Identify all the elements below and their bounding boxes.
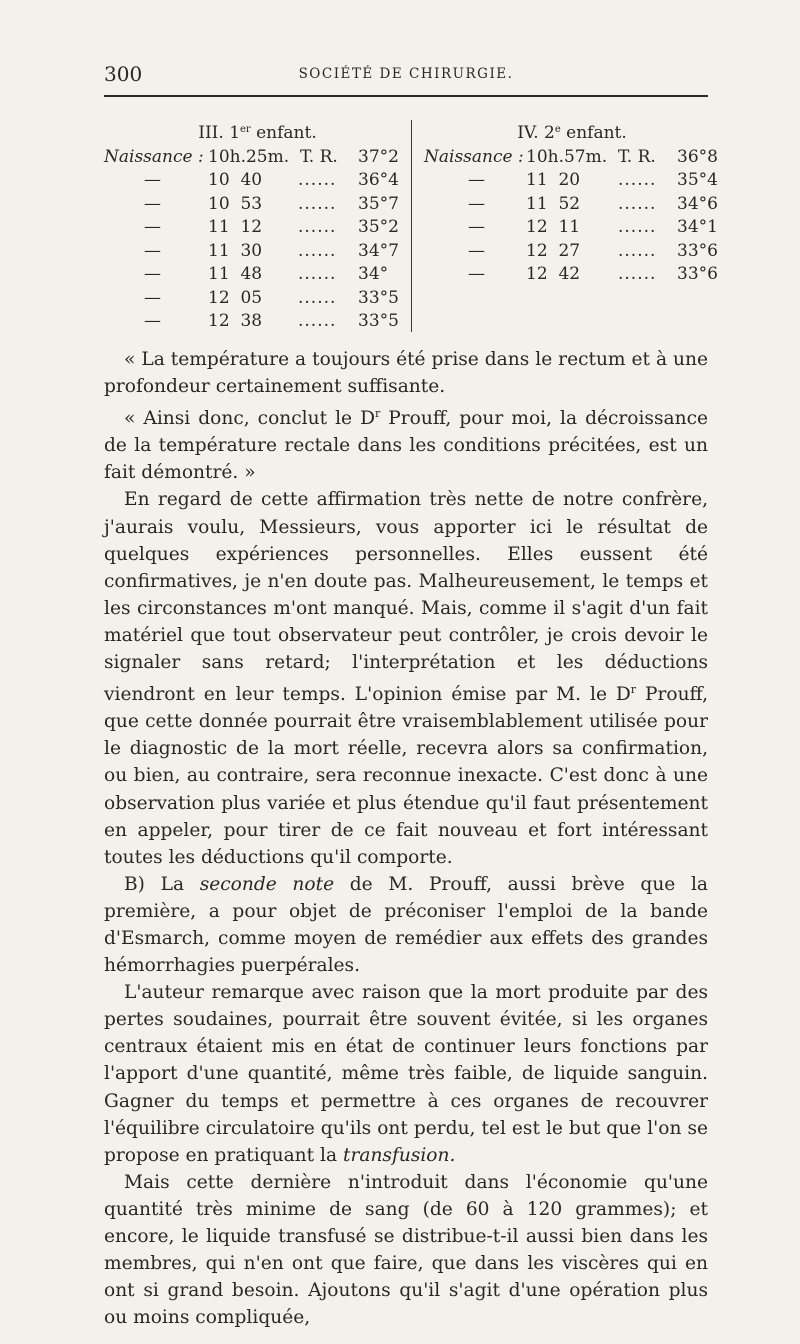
table-row [422,146,718,170]
ditto-dash: — [468,193,485,214]
temperature-value: 34°6 [677,193,718,214]
paragraph: En regard de cette affirmation très nette de notre confrère, j'aurais voulu, Messieurs, vous apporter ici le résultat de quelques expériences personnelles. Elles eussent été confirmatives, je n'en doute pas. Malheureusement, le temps et les circonstances m'ont manqué. Mais, comme il s'agit d'un fait matériel que tout observateur peut contrôler, je crois devoir le signaler sans retard; l'interprétation et les déductions viendront en leur temps. L'opinion émise par M. le $D^r$ Prouff, que cette donnée pourrait être vraisemblablement utilisée pour le diagnostic de la mort réelle, recevra alors sa confirmation, ou bien, au contraire, sera reconnue inexacte. C'est donc à une observation plus variée et plus étendue qu'il faut présentement en appeler, pour tirer de ce fait nouveau et fort intéressant toutes les déductions qu'il comporte. [104,489,709,868]
time-value: 10 40 [208,170,263,190]
table-row [100,146,405,170]
paragraph: B) La seconde note de M. Prouff, aussi brève que la première, a pour objet de préconiser l'emploi de la bande d'Esmarch, comme moyen de remédier aux effets des grandes hémorrhagies puerpérales. [104,873,709,977]
time-value: 11 12 [208,217,263,237]
paragraph: L'auteur remarque avec raison que la mort produite par des pertes soudaines, pourrait être souvent évitée, si les organes centraux étaient mis en état de continuer leurs fonctions par l'apport d'une quantité, même très faible, de liquide sanguin. Gagner du temps et permettre à ces organes de recouvrer l'équilibre circulatoire qu'ils ont perdu, tel est le but que l'on se propose en pratiquant la transfusion. [104,982,708,1166]
temperature-value: 34°7 [358,240,399,261]
table-row [100,263,405,287]
temperature-value: 33°6 [677,264,718,284]
leader-dots: ...... [298,170,337,190]
ditto-dash: — [144,287,161,308]
table-row [100,216,405,240]
page-number: 300 [104,62,143,86]
temperature-value: 35°4 [677,170,718,190]
leader-dots: ...... [618,240,657,261]
running-title: SOCIÉTÉ DE CHIRURGIE. [298,66,514,82]
temperature-value: 33°6 [677,240,718,261]
table-row [100,287,405,311]
tr-label: T. R. [617,146,656,167]
table-title: IV. 2e enfant. [517,123,627,143]
table-row [422,193,718,217]
ditto-dash: — [468,264,485,284]
time-value: 12 38 [208,311,263,331]
leader-dots: ...... [618,217,657,237]
leader-dots: ...... [298,240,337,261]
table-row [422,169,718,193]
leader-dots: ...... [298,193,337,214]
ditto-dash: — [144,170,161,190]
table-row [100,193,405,217]
time-value: 12 27 [526,240,581,261]
time-value: 11 48 [208,264,263,284]
temperature-value: 34°1 [677,217,718,237]
time-value: 10 53 [208,193,263,214]
temperature-value: 33°5 [358,311,399,331]
column-divider [411,120,412,332]
leader-dots: ...... [298,217,337,237]
leader-dots: ...... [618,193,657,214]
leader-dots: ...... [298,311,337,331]
tr-label: T. R. [299,146,338,167]
leader-dots: ...... [298,287,337,308]
temperature-value: 37°2 [358,146,399,167]
ditto-dash: — [468,170,485,190]
table-row [422,263,718,287]
table-row [100,169,405,193]
ditto-dash: — [144,240,161,261]
ditto-dash: — [144,217,161,237]
temperature-value: 35°7 [358,193,399,214]
body-text [104,346,708,1331]
page-header [104,62,708,92]
time-value: 11 30 [208,240,263,261]
paragraph: « La température a toujours été prise dans le rectum et à une profondeur certainement suffisante. [104,349,708,398]
temperature-value: 33°5 [358,287,399,308]
birth-time: 10h.57m. [526,146,608,167]
ditto-dash: — [468,240,485,261]
table-row [422,216,718,240]
time-value: 12 11 [526,217,581,237]
paragraph: « Ainsi donc, conclut le $D^r$ Prouff, pour moi, la décroissance de la température rectale dans les conditions précitées, est un fait démontré. » [104,407,708,484]
table-title: III. 1er enfant. [198,123,317,143]
leader-dots: ...... [618,170,657,190]
time-value: 12 42 [526,264,581,284]
table-third-child [100,118,405,334]
paragraph: Mais cette dernière n'introduit dans l'économie qu'une quantité très minime de sang (de 60 à 120 grammes); et encore, le liquide transfusé se distribue-t-il aussi bien dans les membres, qui n'en ont que faire, que dans les viscères qui en ont si grand besoin. Ajoutons qu'il s'agit d'une opération plus ou moins compliquée, [104,1171,708,1329]
temperature-value: 35°2 [358,217,399,237]
time-value: 11 52 [526,193,581,214]
birth-label: Naissance : [424,146,524,167]
leader-dots: ...... [618,264,657,284]
temperature-value: 36°4 [358,170,399,190]
temperature-tables [100,118,718,340]
temperature-value: 34° [358,264,389,284]
ditto-dash: — [468,217,485,237]
time-value: 11 20 [526,170,581,190]
table-row [100,240,405,264]
table-row [100,310,405,334]
birth-label: Naissance : [104,146,204,167]
time-value: 12 05 [208,287,263,308]
leader-dots: ...... [298,264,337,284]
temperature-value: 36°8 [677,146,718,167]
ditto-dash: — [144,193,161,214]
header-rule [104,95,708,97]
ditto-dash: — [144,311,161,331]
birth-time: 10h.25m. [208,146,290,167]
ditto-dash: — [144,264,161,284]
table-row [422,240,718,264]
table-fourth-child [422,118,718,287]
